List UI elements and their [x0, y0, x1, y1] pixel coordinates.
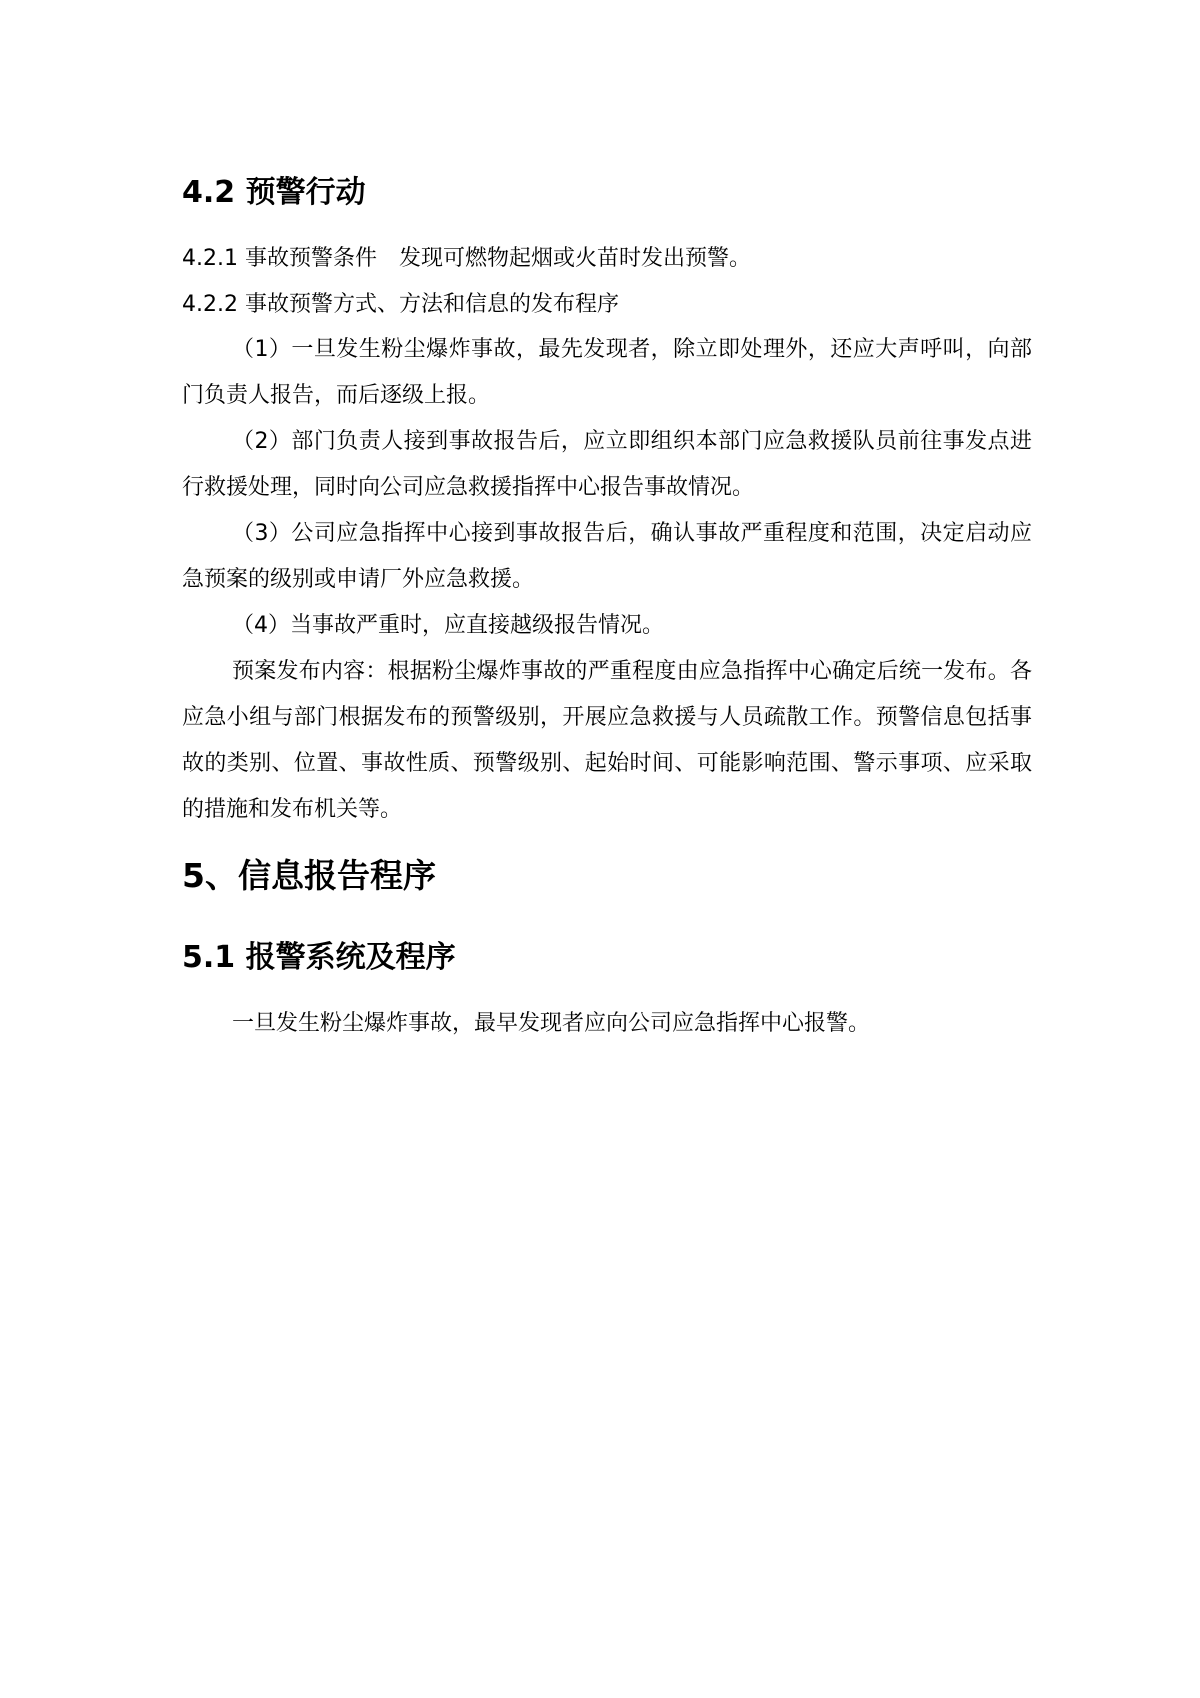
- section-4-2-heading: 4.2 预警行动: [182, 175, 366, 210]
- step-1-paragraph: （1）一旦发生粉尘爆炸事故，最先发现者，除立即处理外，还应大声呼叫，向部门负责人报告，而后逐级上报。: [182, 337, 1032, 408]
- section-5-1-heading: 5.1 报警系统及程序: [182, 940, 456, 975]
- section-5-heading: 5、信息报告程序: [182, 856, 436, 895]
- step-2-paragraph: （2）部门负责人接到事故报告后，应立即组织本部门应急救援队员前往事发点进行救援处理，同时向公司应急救援指挥中心报告事故情况。: [182, 429, 1032, 500]
- release-content-paragraph: 预案发布内容：根据粉尘爆炸事故的严重程度由应急指挥中心确定后统一发布。各应急小组与部门根据发布的预警级别，开展应急救援与人员疏散工作。预警信息包括事故的类别、位置、事故性质、预警级别、起始时间、可能影响范围、警示事项、应采取的措施和发布机关等。: [182, 659, 1032, 822]
- item-4-2-2-text: 4.2.2 事故预警方式、方法和信息的发布程序: [182, 292, 619, 317]
- section-5-1-paragraph: 一旦发生粉尘爆炸事故，最早发现者应向公司应急指挥中心报警。: [232, 1011, 871, 1036]
- item-4-2-1-text: 4.2.1 事故预警条件 发现可燃物起烟或火苗时发出预警。: [182, 246, 751, 271]
- step-4-paragraph: （4）当事故严重时，应直接越级报告情况。: [232, 613, 664, 638]
- step-3-paragraph: （3）公司应急指挥中心接到事故报告后，确认事故严重程度和范围，决定启动应急预案的级别或申请厂外应急救援。: [182, 521, 1032, 592]
